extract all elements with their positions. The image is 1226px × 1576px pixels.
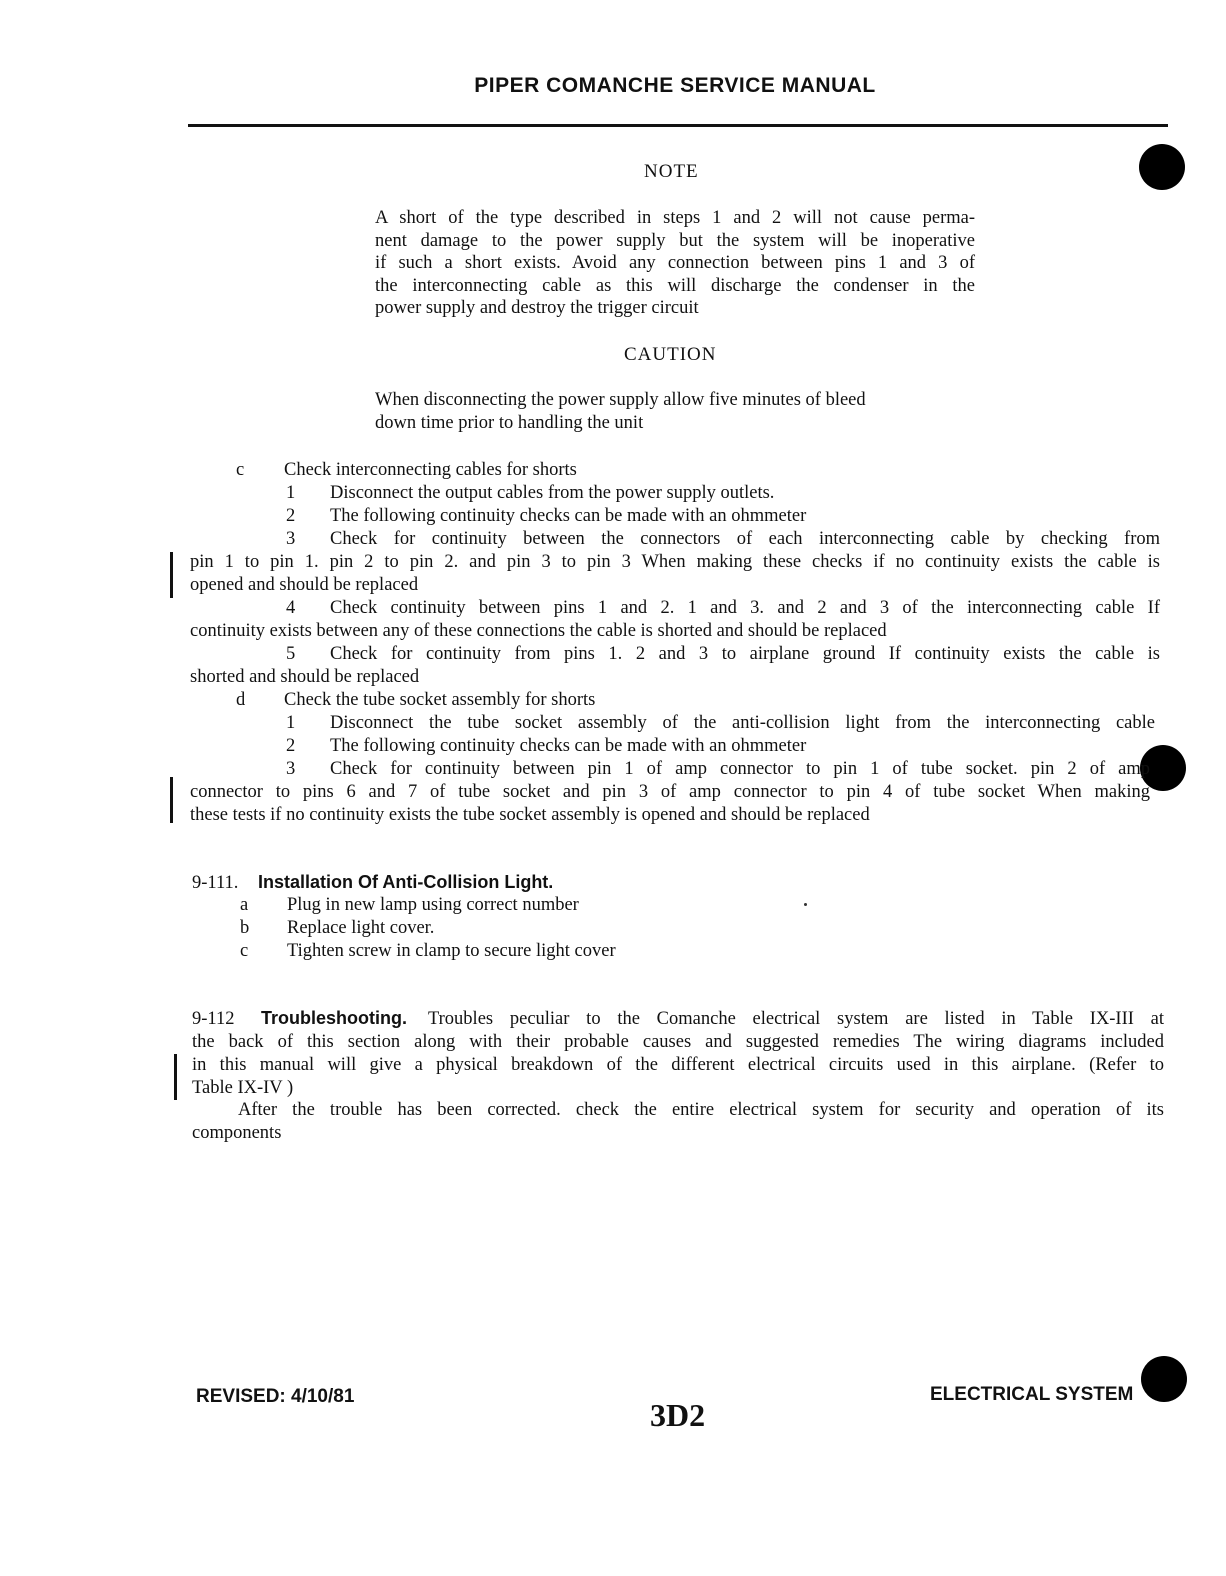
page-header-title: PIPER COMANCHE SERVICE MANUAL [474,74,876,97]
footer-section-clip [930,1384,1140,1412]
step-d-sub-num: 1 [286,713,296,733]
list-item-text: Replace light cover. [287,918,435,938]
caution-body [375,389,975,434]
note-line: if such a short exists. Avoid any connection between pins 1 and 3 of [375,253,975,273]
step-d-sub-cont: these tests if no continuity exists the tube socket assembly is opened and should be replaced [190,805,870,825]
step-c-sub-cont: pin 1 to pin 1. pin 2 to pin 2. and pin 3 to pin 3 When making these checks if no continuity exists the cable is [190,552,1160,572]
revision-bar [174,1054,177,1100]
section-112-line: in this manual will give a physical breakdown of the different electrical circuits used in this airplane. (Refer to [192,1055,1164,1075]
revision-bar [170,777,173,823]
step-c-sub-cont: opened and should be replaced [190,575,419,595]
list-item-letter: c [240,941,249,961]
section-111-number: 9-111. [192,873,239,893]
step-c-sub-text: The following continuity checks can be made with an ohmmeter [330,506,807,526]
stray-dot [804,903,807,906]
footer-section: ELECTRICAL SYSTEM [930,1384,1134,1405]
step-d-sub-text: Check for continuity between pin 1 of amp connector to pin 1 of tube socket. pin 2 of amp [330,759,1150,779]
step-d-sub-text: Disconnect the tube socket assembly of the anti-collision light from the interconnecting cable [330,713,1155,733]
caution-line: down time prior to handling the unit [375,412,644,433]
punch-hole-bottom [1141,1356,1187,1402]
list-item-letter: a [240,895,249,915]
footer-revised: REVISED: 4/10/81 [196,1386,355,1407]
section-112-line: the back of this section along with their probable causes and suggested remedies The wiring diagrams included [192,1032,1164,1052]
step-d-sub-cont: connector to pins 6 and 7 of tube socket and pin 3 of amp connector to pin 4 of tube socket When making [190,782,1150,802]
step-c-sub-text: Check for continuity from pins 1. 2 and 3 to airplane ground If continuity exists the cable is [330,644,1160,664]
step-d-sub-text: The following continuity checks can be made with an ohmmeter [330,736,807,756]
header-rule [188,124,1168,127]
punch-hole-top [1139,144,1185,190]
step-c-letter: c [236,460,245,480]
note-heading: NOTE [644,161,699,182]
step-c-sub-num: 5 [286,644,296,664]
section-112-first-line: Troubles peculiar to the Comanche electrical system are listed in Table IX-III at [428,1009,1164,1029]
step-c-text: Check interconnecting cables for shorts [284,460,577,480]
note-line: nent damage to the power supply but the system will be inoperative [375,230,975,251]
step-c-sub-text: Disconnect the output cables from the power supply outlets. [330,483,775,503]
revision-bar [170,552,173,598]
step-d-letter: d [236,690,246,710]
step-d-text: Check the tube socket assembly for shorts [284,690,596,710]
section-112-para2: components [192,1123,282,1143]
step-c-sub-cont: continuity exists between any of these connections the cable is shorted and should be replaced [190,621,887,641]
note-line: power supply and destroy the trigger circuit [375,298,699,318]
step-c-sub-cont: shorted and should be replaced [190,667,420,687]
section-111-title: Installation Of Anti-Collision Light. [258,872,554,892]
step-c-sub-num: 3 [286,529,296,549]
note-line: the interconnecting cable as this will discharge the condenser in the [375,275,975,296]
section-112-para2: After the trouble has been corrected. check the entire electrical system for security and operation of its [238,1100,1164,1120]
caution-line: When disconnecting the power supply allow five minutes of bleed [375,390,866,410]
footer-page-code: 3D2 [650,1397,706,1433]
list-item-letter: b [240,918,250,938]
step-c-sub-num: 4 [286,598,296,618]
list-item-text: Tighten screw in clamp to secure light cover [287,941,616,961]
step-d-sub-num: 3 [286,759,296,779]
step-c-sub-num: 2 [286,506,296,526]
caution-heading: CAUTION [624,344,717,365]
step-c-sub-num: 1 [286,483,296,503]
step-c-sub-text: Check continuity between pins 1 and 2. 1 and 3. and 2 and 3 of the interconnecting cable If [330,598,1160,618]
note-line: A short of the type described in steps 1 and 2 will not cause perma- [375,208,975,228]
step-c-sub-text: Check for continuity between the connectors of each interconnecting cable by checking from [330,529,1160,549]
step-d-sub-num: 2 [286,736,296,756]
section-112-line: Table IX-IV ) [192,1078,294,1098]
note-body [375,207,975,320]
section-112-number: 9-112 [192,1009,235,1029]
section-112-title: Troubleshooting. [261,1008,407,1028]
list-item-text: Plug in new lamp using correct number [287,895,579,915]
